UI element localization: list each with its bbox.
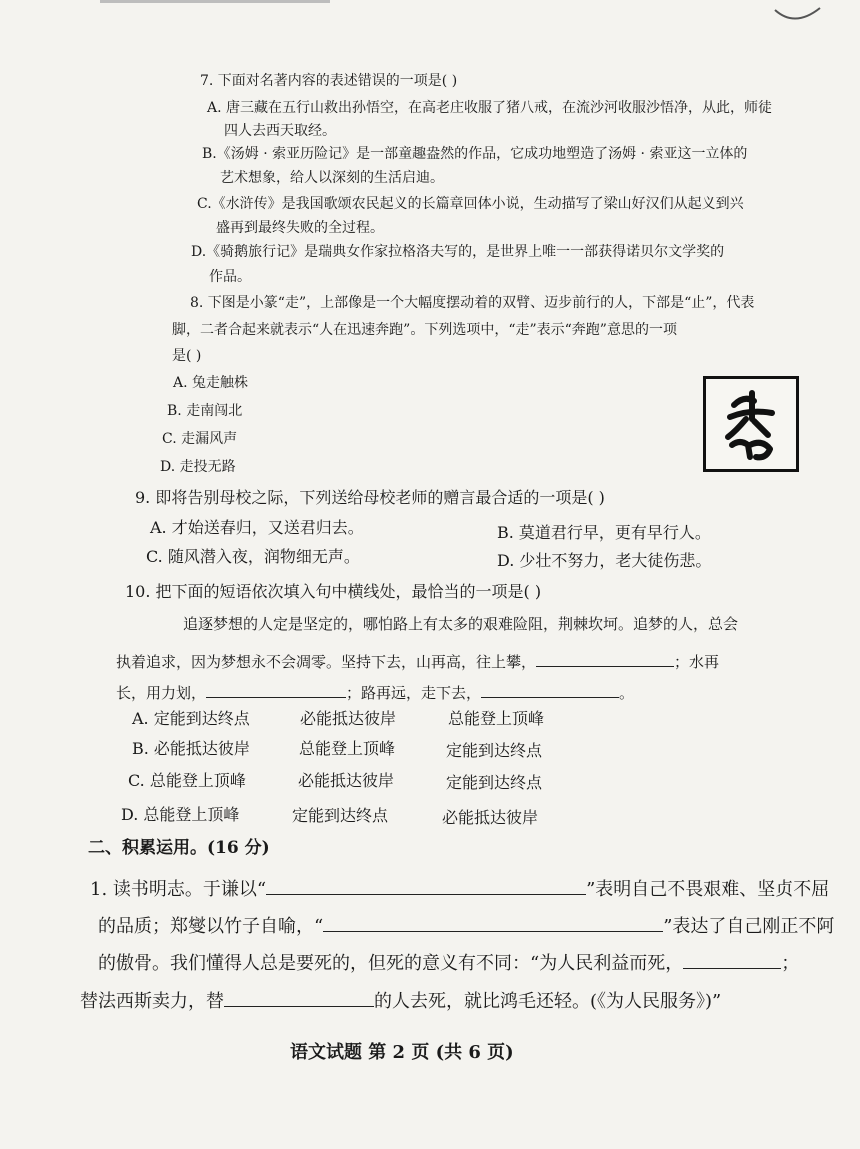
s2-q1-line2-text: 的品质；郑燮以竹子自喻，“	[98, 916, 324, 937]
q10-passage-line2	[116, 650, 719, 670]
q10-option-c-col2: 必能抵达彼岸	[298, 771, 395, 790]
q10-passage-line3-end: 。	[619, 684, 635, 702]
s2-q1-line4-tail: 的人去死，就比鸿毛还轻。(《为人民服务》)”	[374, 991, 722, 1012]
q10-option-d-col2: 定能到达终点	[292, 806, 389, 825]
q10-option-b-col1: B. 必能抵达彼岸	[132, 739, 250, 758]
q8-option-b: B. 走南闯北	[167, 403, 243, 419]
s2-q1-line1-text: 1. 读书明志。于谦以“	[90, 879, 267, 900]
q8-option-c: C. 走漏风声	[162, 431, 238, 447]
section-2-title: 二、积累运用。(16 分)	[88, 838, 270, 858]
s2-blank-1[interactable]	[266, 876, 586, 895]
q7-option-d-line1: D.《骑鹅旅行记》是瑞典女作家拉格洛夫写的，是世界上唯一一部获得诺贝尔文学奖的	[191, 244, 725, 260]
q9-option-b: B. 莫道君行早，更有早行人。	[497, 523, 711, 542]
q7-option-d-line2: 作品。	[209, 269, 251, 285]
seal-script-glyph-icon	[706, 379, 796, 469]
page-footer: 语文试题 第 2 页 (共 6 页)	[290, 1042, 514, 1063]
q10-blank-1[interactable]	[536, 650, 674, 667]
q10-option-a-col3: 总能登上顶峰	[448, 709, 545, 728]
q10-passage-line2-tail: ；水再	[674, 653, 720, 671]
q10-passage-line3-text: 长，用力划，	[116, 684, 207, 702]
q9-stem: 9. 即将告别母校之际，下列送给母校老师的赠言最合适的一项是( )	[135, 488, 605, 507]
scan-corner-mark	[770, 0, 830, 30]
q10-passage-line2-text: 执着追求，因为梦想永不会凋零。坚持下去，山再高，往上攀，	[116, 653, 537, 671]
s2-blank-2[interactable]	[323, 913, 663, 932]
q10-option-a-col1: A. 定能到达终点	[132, 709, 250, 728]
small-seal-zou-image	[703, 376, 799, 472]
q7-option-c-line2: 盛再到最终失败的全过程。	[216, 220, 384, 236]
q9-option-d: D. 少壮不努力，老大徒伤悲。	[497, 551, 712, 570]
s2-q1-line4-text: 替法西斯卖力，替	[80, 991, 224, 1012]
q9-option-c: C. 随风潜入夜，润物细无声。	[146, 547, 360, 566]
q10-option-d-col3: 必能抵达彼岸	[442, 808, 539, 827]
scan-top-edge-shadow	[100, 0, 330, 3]
q8-stem-line1: 8. 下图是小篆“走”，上部像是一个大幅度摆动着的双臂、迈步前行的人，下部是“止”，代表	[190, 295, 755, 311]
s2-q1-line3-text: 的傲骨。我们懂得人总是要死的，但死的意义有不同：“为人民利益而死，	[98, 953, 684, 974]
s2-q1-line1-tail: ”表明自己不畏艰难、坚贞不屈	[586, 879, 830, 900]
s2-q1-line3	[98, 950, 799, 973]
q7-option-a-line2: 四人去西天取经。	[224, 123, 336, 139]
s2-q1-line2-tail: ”表达了自己刚正不阿	[663, 916, 835, 937]
s2-q1-line3-tail: ；	[781, 953, 800, 974]
q10-passage-line3	[116, 681, 634, 701]
s2-q1-line4	[80, 988, 721, 1011]
q7-option-a-line1: A. 唐三藏在五行山救出孙悟空，在高老庄收服了猪八戒，在流沙河收服沙悟净，从此，师徒	[207, 100, 773, 116]
q10-option-b-col3: 定能到达终点	[446, 741, 543, 760]
q10-option-c-col1: C. 总能登上顶峰	[128, 771, 246, 790]
q10-passage-line1: 追逐梦想的人定是坚定的，哪怕路上有太多的艰难险阻，荆棘坎坷。追梦的人，总会	[183, 615, 739, 633]
q7-option-b-line1: B.《汤姆 · 索亚历险记》是一部童趣盎然的作品，它成功地塑造了汤姆 · 索亚这一立体的	[202, 146, 748, 162]
q9-option-a: A. 才始送春归，又送君归去。	[150, 518, 364, 537]
q7-option-b-line2: 艺术想象，给人以深刻的生活启迪。	[220, 170, 444, 186]
q7-stem: 7. 下面对名著内容的表述错误的一项是( )	[200, 73, 458, 89]
q10-option-a-col2: 必能抵达彼岸	[300, 709, 397, 728]
q10-option-d-col1: D. 总能登上顶峰	[121, 805, 240, 824]
s2-q1-line1	[90, 876, 829, 899]
q10-blank-2[interactable]	[206, 681, 346, 698]
s2-blank-4[interactable]	[224, 988, 374, 1007]
s2-blank-3[interactable]	[683, 950, 781, 969]
q8-option-a: A. 兔走触株	[173, 375, 249, 391]
q8-option-d: D. 走投无路	[160, 459, 236, 475]
q10-blank-3[interactable]	[481, 681, 619, 698]
q10-option-c-col3: 定能到达终点	[446, 773, 543, 792]
q7-option-c-line1: C.《水浒传》是我国歌颂农民起义的长篇章回体小说，生动描写了梁山好汉们从起义到兴	[197, 196, 744, 212]
q8-stem-line3: 是( )	[172, 348, 202, 364]
q8-stem-line2: 脚，二者合起来就表示“人在迅速奔跑”。下列选项中，“走”表示“奔跑”意思的一项	[172, 322, 677, 338]
s2-q1-line2	[98, 913, 834, 936]
q10-option-b-col2: 总能登上顶峰	[299, 739, 396, 758]
q10-stem: 10. 把下面的短语依次填入句中横线处，最恰当的一项是( )	[125, 582, 542, 601]
q10-passage-line3-mid: ；路再远，走下去，	[346, 684, 482, 702]
